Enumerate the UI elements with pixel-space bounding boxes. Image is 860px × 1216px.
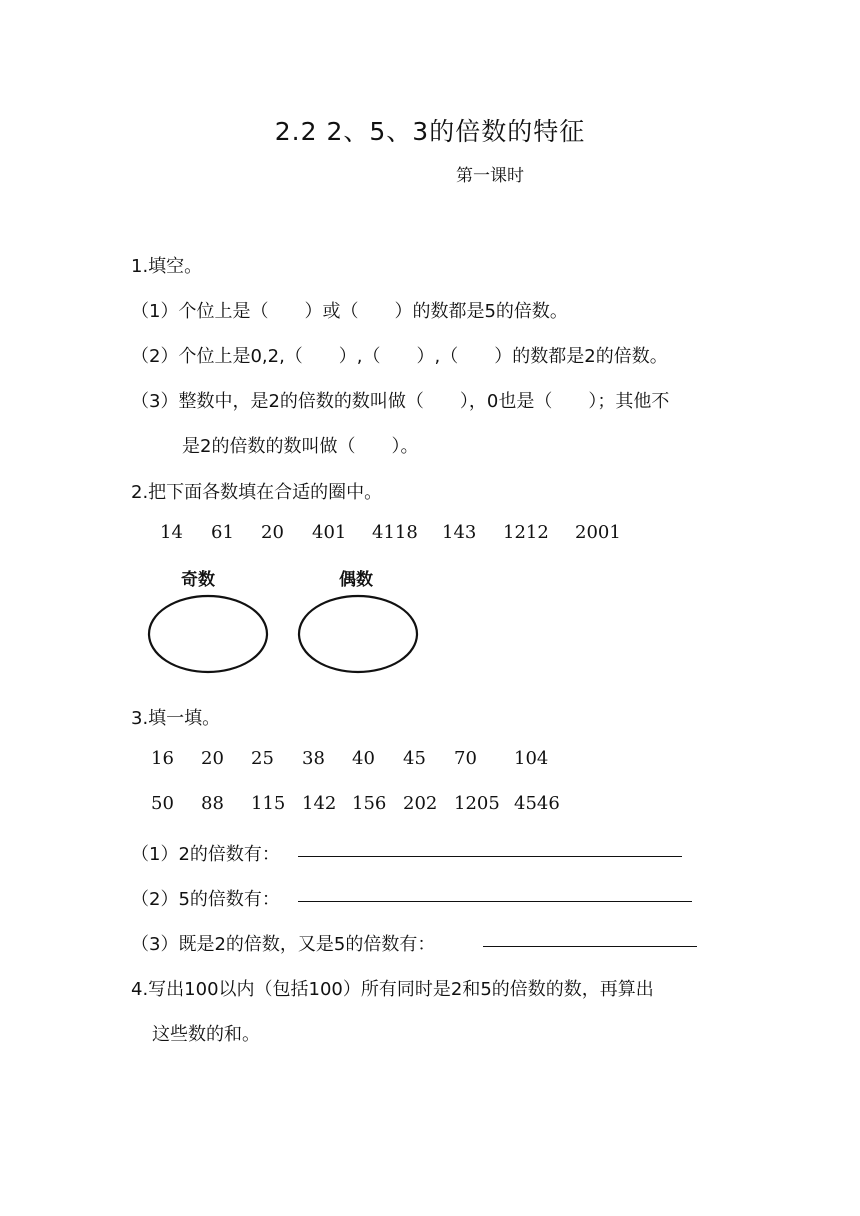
q3-number: 104 (514, 748, 549, 769)
q1-heading: 1.填空。 (131, 256, 203, 277)
q3-number: 40 (352, 748, 375, 769)
q3-number: 16 (151, 748, 174, 769)
q3-item-1: （1）2的倍数有： (131, 844, 280, 865)
even-oval (299, 596, 417, 672)
q2-number: 1212 (503, 522, 549, 543)
q3-number: 70 (454, 748, 477, 769)
q3-number: 88 (201, 793, 224, 814)
q4-line-1: 4.写出100以内（包括100）所有同时是2和5的倍数的数，再算出 (131, 979, 654, 1000)
q3-number: 50 (151, 793, 174, 814)
q2-heading: 2.把下面各数填在合适的圈中。 (131, 482, 383, 503)
q2-number: 61 (211, 522, 234, 543)
q3-number: 142 (302, 793, 337, 814)
q3-number: 38 (302, 748, 325, 769)
q3-answer-line-2[interactable] (298, 901, 692, 902)
q3-heading: 3.填一填。 (131, 708, 221, 729)
answer-ovals (140, 590, 430, 682)
q2-number: 14 (160, 522, 183, 543)
q3-item-2: （2）5的倍数有： (131, 889, 280, 910)
q3-answer-line-1[interactable] (298, 856, 682, 857)
q4-line-2: 这些数的和。 (152, 1024, 260, 1045)
q2-number: 2001 (575, 522, 621, 543)
odd-oval-label: 奇数 (181, 570, 215, 590)
q3-number: 45 (403, 748, 426, 769)
q3-answer-line-3[interactable] (483, 946, 697, 947)
q3-number: 25 (251, 748, 274, 769)
q3-number: 4546 (514, 793, 560, 814)
page-title: 2.2 2、5、3的倍数的特征 (274, 117, 586, 146)
q3-number: 115 (251, 793, 286, 814)
q3-number: 202 (403, 793, 438, 814)
q1-item-1: （1）个位上是（ ）或（ ）的数都是5的倍数。 (131, 301, 568, 322)
q3-number: 1205 (454, 793, 500, 814)
page-subtitle: 第一课时 (456, 166, 524, 186)
q3-number: 156 (352, 793, 387, 814)
q3-item-3: （3）既是2的倍数，又是5的倍数有： (131, 934, 436, 955)
q2-number: 20 (261, 522, 284, 543)
odd-oval (149, 596, 267, 672)
q1-item-2: （2）个位上是0,2,（ ）,（ ）,（ ）的数都是2的倍数。 (131, 346, 668, 367)
q3-number: 20 (201, 748, 224, 769)
q1-item-3-line-1: （3）整数中，是2的倍数的数叫做（ ），0也是（ ）；其他不 (131, 391, 670, 412)
even-oval-label: 偶数 (339, 570, 373, 590)
q2-number: 143 (442, 522, 477, 543)
q2-number: 4118 (372, 522, 418, 543)
q2-number: 401 (312, 522, 347, 543)
q1-item-3-line-2: 是2的倍数的数叫做（ ）。 (182, 436, 419, 457)
